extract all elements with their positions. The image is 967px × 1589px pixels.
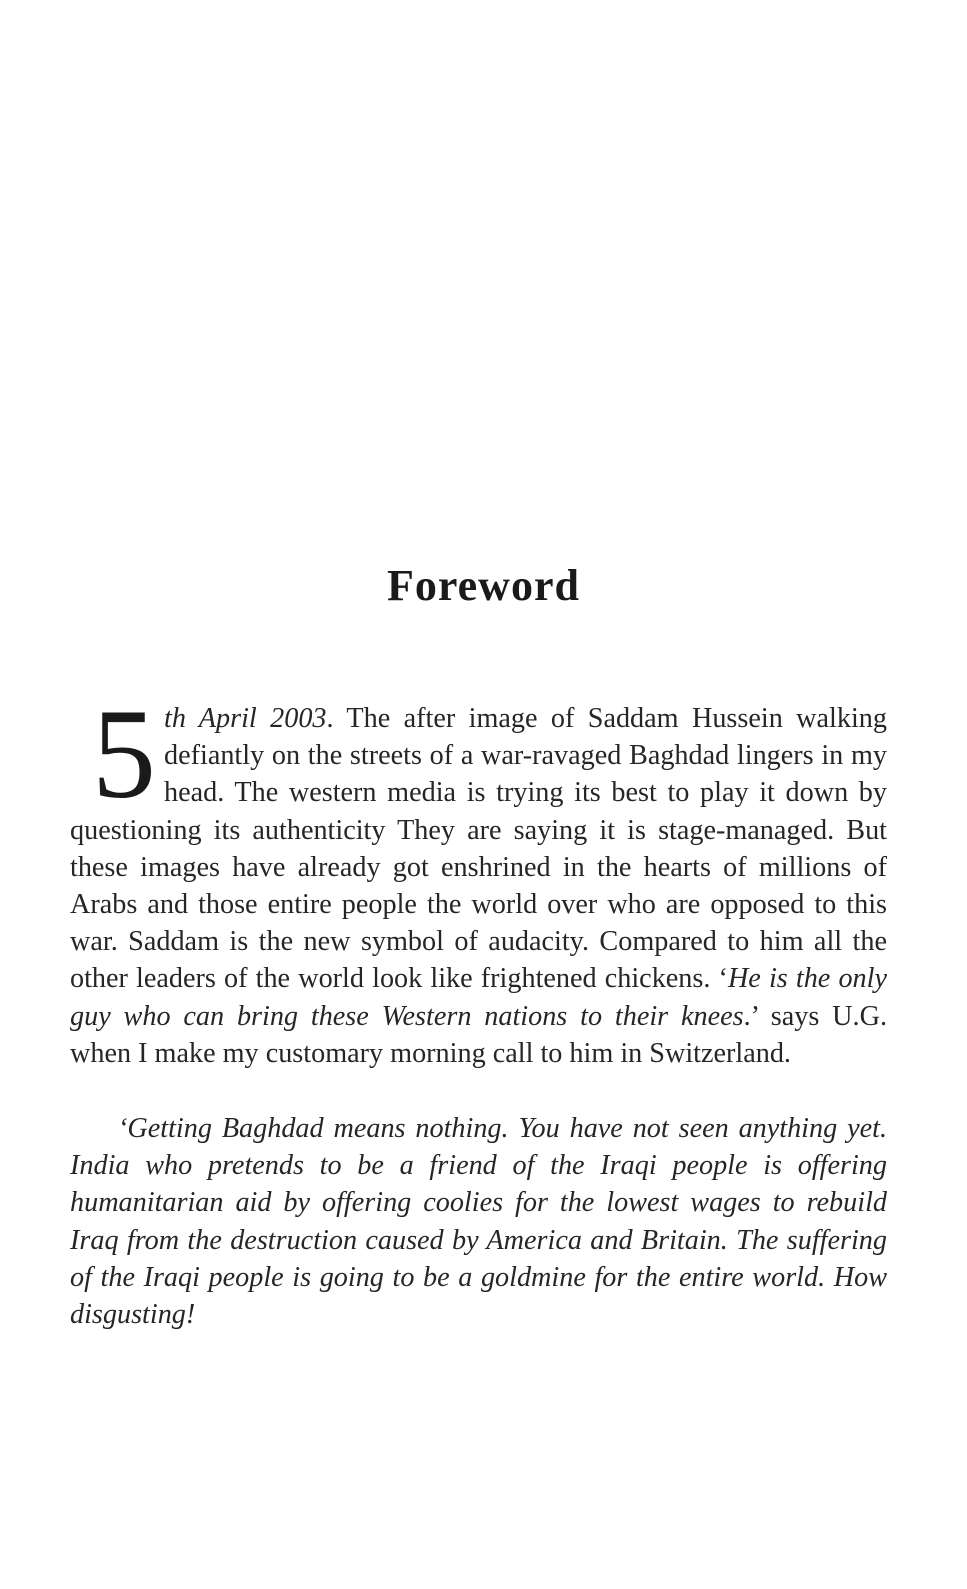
paragraph-2: ‘Getting Baghdad means nothing. You have not seen anything yet. India who pretends to be a friend of the Iraqi people is offering humanitarian aid by offering coolies for the lowest wages to rebuild Iraq from the destruction caused by America and Britain. The suffering of the Iraqi people is going to be a goldmine for the entire world. How disgusting! — [70, 1113, 887, 1331]
quote-text: He is the only guy who can bring these Western nations to their knees — [70, 963, 887, 1032]
date-suffix: th April 2003 — [164, 703, 327, 734]
paragraph-1 — [70, 683, 887, 1072]
paragraph-1-text-b: .’ says U.G. when I make my customary morning call to him in Switzerland. — [70, 1000, 887, 1069]
drop-cap: 5 — [92, 683, 156, 825]
paragraph-1-text-a: . The after image of Saddam Hussein walking defiantly on the streets of a war-ravaged Baghdad lingers in my head. The western media is trying its best to play it down by questioning its authenticity They are saying it is stage-managed. But these images have already got enshrined in the hearts of millions of Arabs and those entire people the world over who are opposed to this war. Saddam is the new symbol of audacity. Compared to him all the other leaders of the world look like frightened chickens. ‘ — [70, 703, 887, 995]
chapter-title: Foreword — [387, 561, 580, 610]
body-text — [70, 683, 887, 1333]
